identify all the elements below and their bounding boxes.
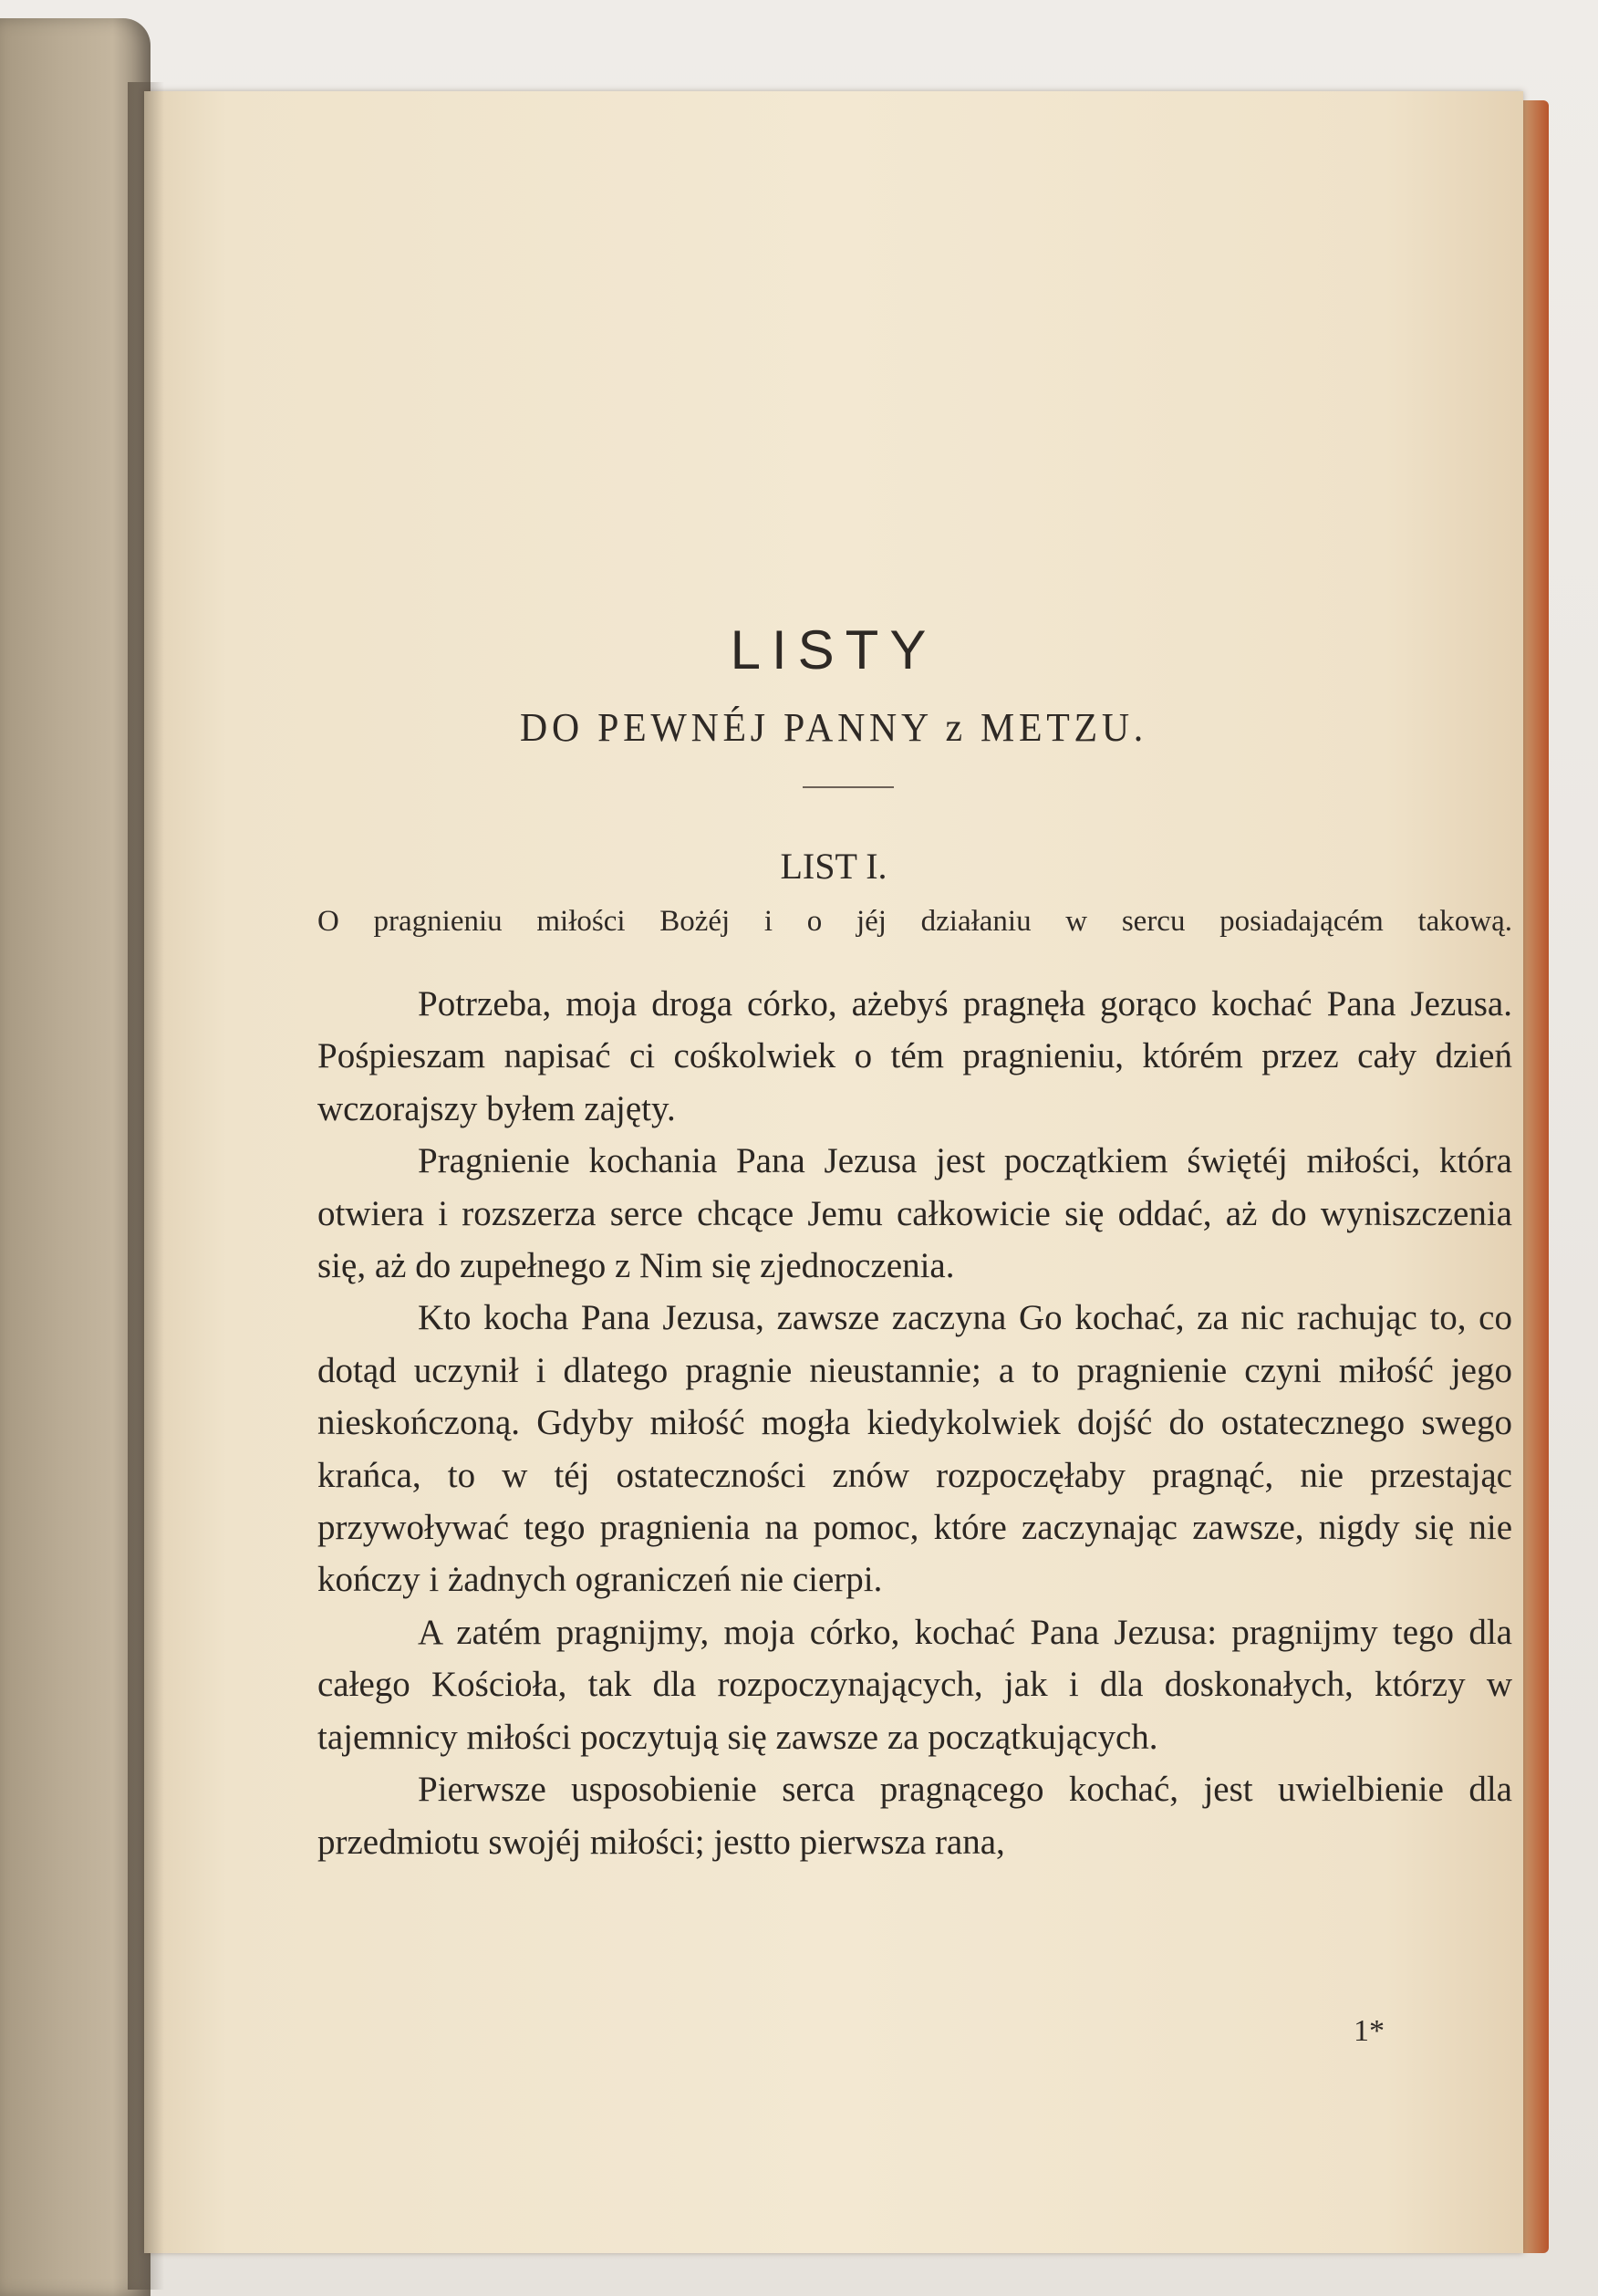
- spine-shadow: [128, 82, 164, 2290]
- sub-heading: DO PEWNÉJ PANNY z METZU.: [520, 705, 1147, 750]
- body-text: [317, 978, 1512, 1868]
- page-number: 1*: [1354, 2014, 1385, 2048]
- letter-subtitle: O pragnieniu miłości Bożéj i o jéj działaniu w sercu posiadającém takową.: [317, 905, 1512, 938]
- paragraph-5: Pierwsze usposobienie serca pragnącego kochać, jest uwielbienie dla przedmiotu swojéj miłości; jestto pierwsza rana,: [317, 1770, 1512, 1862]
- paragraph-3: Kto kocha Pana Jezusa, zawsze zaczyna Go kochać, za nic rachując to, co dotąd uczynił i dlatego pragnie nieustannie; a to pragnienie czyni miłość jego nieskończoną. Gdyby miłość mogła kiedykolwiek dojść do ostatecznego swego krańca, to w téj ostateczności znów rozpoczęłaby pragnąć, nie przestając przywoływać tego pragnienia na pomoc, które zaczynając zawsze, nigdy się nie kończy i żadnych ograniczeń nie cierpi.: [317, 1298, 1512, 1600]
- paragraph-4: A zatém pragnijmy, moja córko, kochać Pana Jezusa: pragnijmy tego dla całego Kościoła, tak dla rozpoczynających, jak i dla doskonałych, którzy w tajemnicy miłości poczytują się zawsze za początkujących.: [317, 1612, 1512, 1757]
- divider-rule: [803, 786, 894, 788]
- paragraph-1: Potrzeba, moja droga córko, ażebyś pragnęła gorąco kochać Pana Jezusa. Pośpieszam napisać ci cośkolwiek o tém pragnieniu, którém przez cały dzień wczorajszy byłem zajęty.: [317, 984, 1512, 1128]
- paragraph-2: Pragnienie kochania Pana Jezusa jest początkiem świętéj miłości, która otwiera i rozszerza serce chcące Jemu całkowicie się oddać, aż do wyniszczenia się, aż do zupełnego z Nim się zjednoczenia.: [317, 1141, 1512, 1286]
- letter-title: LIST I.: [780, 846, 887, 887]
- main-heading: LISTY: [730, 619, 938, 680]
- book-page: [144, 91, 1523, 2253]
